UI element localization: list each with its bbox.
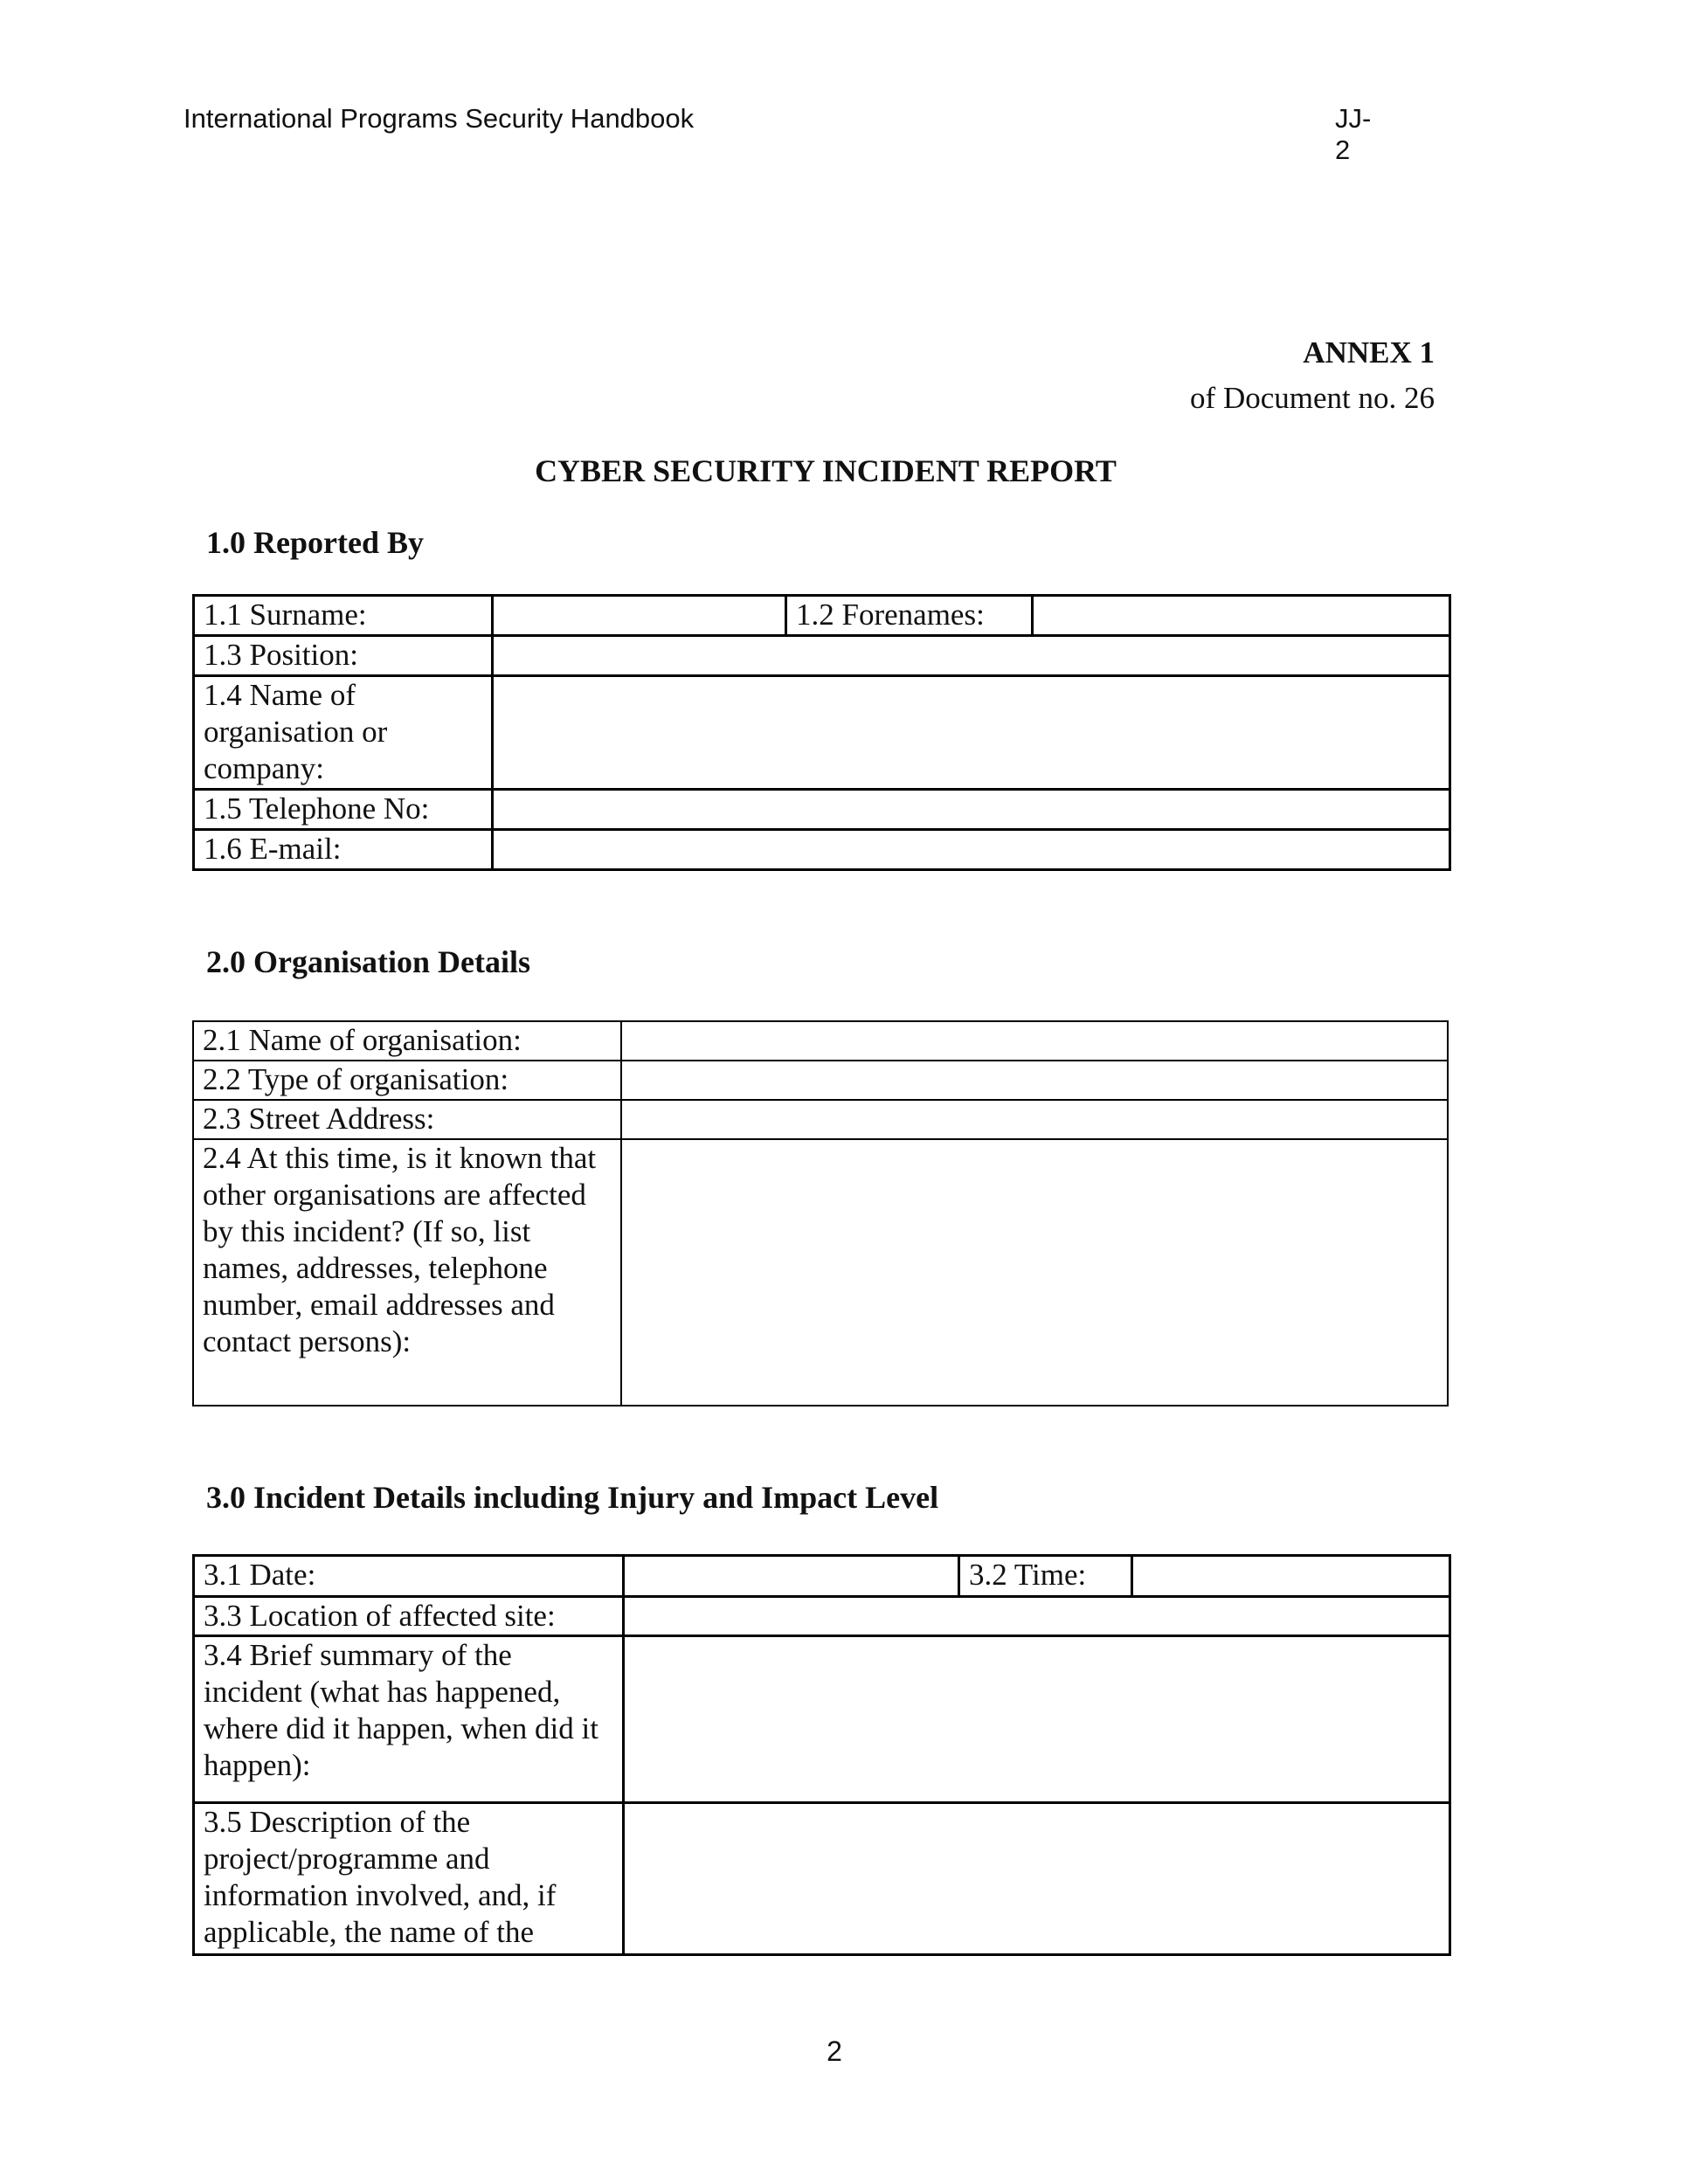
annex-reference: of Document no. 26: [1190, 381, 1435, 415]
document-title: CYBER SECURITY INCIDENT REPORT: [535, 453, 1117, 488]
handbook-title: International Programs Security Handbook: [183, 103, 695, 134]
table-row: [193, 1100, 1448, 1139]
telephone-field[interactable]: [493, 790, 1450, 830]
description-label: 3.5 Description of the project/programme and information involved, and, if applicable, the name of the: [194, 1803, 624, 1955]
section-1-heading: 1.0 Reported By: [206, 525, 424, 560]
table-row: [194, 1803, 1450, 1955]
location-label: 3.3 Location of affected site:: [194, 1597, 624, 1636]
table-row: [194, 1636, 1450, 1803]
location-field[interactable]: [624, 1597, 1450, 1636]
table-row: [194, 596, 1450, 636]
surname-label: 1.1 Surname:: [194, 596, 493, 636]
section-2-heading: 2.0 Organisation Details: [206, 944, 531, 979]
annex-title: ANNEX 1: [1303, 335, 1435, 370]
email-label: 1.6 E-mail:: [194, 830, 493, 870]
date-label: 3.1 Date:: [194, 1556, 624, 1597]
forenames-label: 1.2 Forenames:: [786, 596, 1033, 636]
page-number: 2: [827, 2035, 842, 2067]
org-name-field[interactable]: [621, 1021, 1448, 1061]
other-orgs-label: 2.4 At this time, is it known that other organisations are affected by this incident? (If so, list names, addresses, telephone number, email addresses and contact persons):: [193, 1139, 621, 1406]
summary-field[interactable]: [624, 1636, 1450, 1803]
section-3-heading: 3.0 Incident Details including Injury and Impact Level: [206, 1480, 939, 1515]
email-field[interactable]: [493, 830, 1450, 870]
table-row: [194, 636, 1450, 676]
organisation-details-table: [192, 1020, 1449, 1406]
table-row: [193, 1061, 1448, 1100]
forenames-field[interactable]: [1033, 596, 1450, 636]
telephone-label: 1.5 Telephone No:: [194, 790, 493, 830]
surname-field[interactable]: [493, 596, 786, 636]
time-label: 3.2 Time:: [959, 1556, 1132, 1597]
other-orgs-field[interactable]: [621, 1139, 1448, 1406]
description-field[interactable]: [624, 1803, 1450, 1955]
org-type-field[interactable]: [621, 1061, 1448, 1100]
incident-details-table: [192, 1554, 1451, 1956]
date-field[interactable]: [624, 1556, 959, 1597]
street-address-label: 2.3 Street Address:: [193, 1100, 621, 1139]
table-row: [194, 830, 1450, 870]
organisation-label: 1.4 Name of organisation or company:: [194, 676, 493, 790]
org-name-label: 2.1 Name of organisation:: [193, 1021, 621, 1061]
time-field[interactable]: [1132, 1556, 1450, 1597]
street-address-field[interactable]: [621, 1100, 1448, 1139]
position-field[interactable]: [493, 636, 1450, 676]
reported-by-table: [192, 594, 1451, 871]
organisation-field[interactable]: [493, 676, 1450, 790]
summary-label: 3.4 Brief summary of the incident (what has happened, where did it happen, when did it happen):: [194, 1636, 624, 1803]
table-row: [193, 1021, 1448, 1061]
org-type-label: 2.2 Type of organisation:: [193, 1061, 621, 1100]
annex-block: [1190, 330, 1435, 421]
table-row: [194, 676, 1450, 790]
table-row: [194, 1597, 1450, 1636]
table-row: [194, 790, 1450, 830]
table-row: [194, 1556, 1450, 1597]
table-row: [193, 1139, 1448, 1406]
position-label: 1.3 Position:: [194, 636, 493, 676]
page-code: JJ-2: [1335, 103, 1372, 165]
